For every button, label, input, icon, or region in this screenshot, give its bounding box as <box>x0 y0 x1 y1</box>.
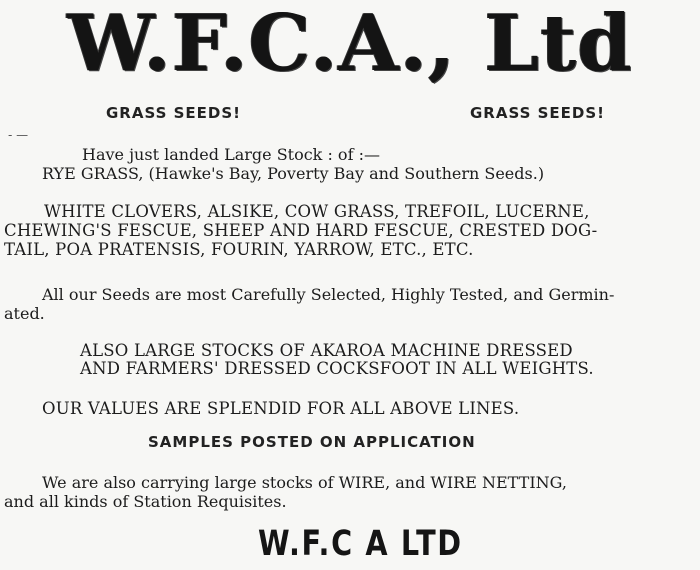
cocksfoot-line-2: AND FARMERS' DRESSED COCKSFOOT IN ALL WEIGHTS. <box>80 359 594 378</box>
wire-line-2: and all kinds of Station Requisites. <box>4 492 287 511</box>
seed-list-line-2: CHEWING'S FESCUE, SHEEP AND HARD FESCUE, CRESTED DOG- <box>4 221 598 240</box>
divider-mark: - — <box>8 128 29 142</box>
seed-list-line-1: WHITE CLOVERS, ALSIKE, COW GRASS, TREFOIL, LUCERNE, <box>44 202 590 221</box>
quality-line-1: All our Seeds are most Carefully Selected, Highly Tested, and Germin- <box>42 285 615 304</box>
subhead-right: GRASS SEEDS! <box>470 104 606 122</box>
samples-heading: SAMPLES POSTED ON APPLICATION <box>148 433 476 451</box>
masthead-title: W.F.C.A., Ltd <box>67 0 633 89</box>
values-line: OUR VALUES ARE SPLENDID FOR ALL ABOVE LINES. <box>42 399 520 418</box>
intro-line-2: RYE GRASS, (Hawke's Bay, Poverty Bay and Southern Seeds.) <box>42 164 545 183</box>
intro-line-1: Have just landed Large Stock : of :— <box>82 145 380 164</box>
cocksfoot-line-1: ALSO LARGE STOCKS OF AKAROA MACHINE DRESSED <box>80 341 573 360</box>
quality-line-2: ated. <box>4 304 45 323</box>
company-signature: W.F.C A LTD <box>258 524 463 564</box>
wire-line-1: We are also carrying large stocks of WIRE, and WIRE NETTING, <box>42 473 567 492</box>
subhead-left: GRASS SEEDS! <box>106 104 242 122</box>
seed-list-line-3: TAIL, POA PRATENSIS, FOURIN, YARROW, ETC., ETC. <box>4 240 474 259</box>
